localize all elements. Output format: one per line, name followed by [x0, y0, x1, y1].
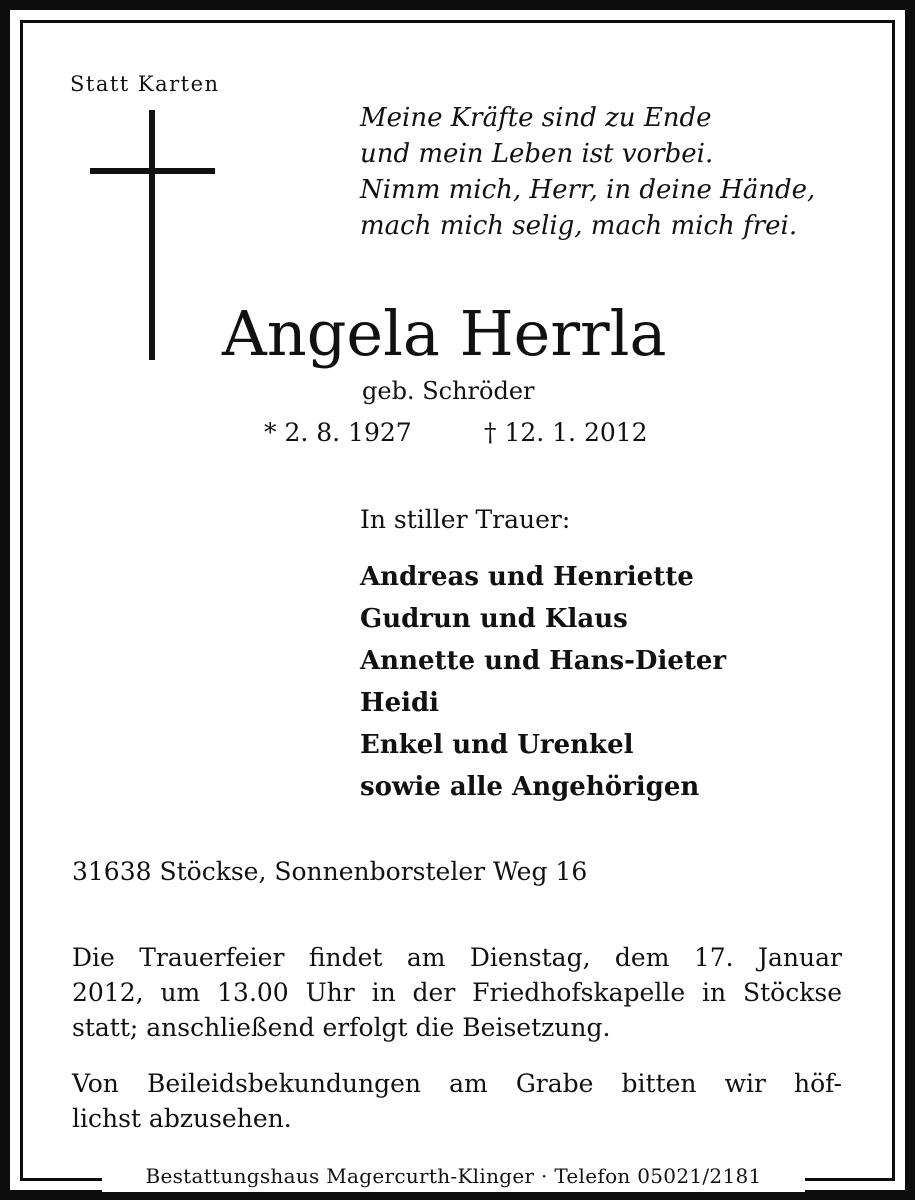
verse-line: mach mich selig, mach mich frei.	[360, 211, 798, 241]
condolence-line: Von Beileidsbekundungen am Grabe bitten wir höf-	[72, 1069, 842, 1098]
birth-date: * 2. 8. 1927	[264, 418, 412, 447]
mourner-item: Enkel und Urenkel	[360, 730, 634, 760]
funeral-line: Die Trauerfeier findet am Dienstag, dem 17. Januar	[72, 943, 842, 972]
death-date: † 12. 1. 2012	[484, 418, 648, 447]
funeral-home-footer: Bestattungshaus Magercurth-Klinger · Telefon 05021/2181	[102, 1160, 805, 1192]
header-label: Statt Karten	[70, 72, 220, 96]
mourners-list	[360, 556, 726, 808]
mourner-item: Heidi	[360, 688, 440, 718]
cross-horizontal-bar	[90, 168, 215, 174]
mourner-item: Andreas und Henriette	[360, 562, 694, 592]
verse-line: und mein Leben ist vorbei.	[360, 139, 714, 169]
funeral-line: 2012, um 13.00 Uhr in der Friedhofskapelle in Stöckse	[72, 978, 842, 1007]
condolence-line: lichst abzusehen.	[72, 1104, 292, 1133]
mourner-item: sowie alle Angehörigen	[360, 772, 700, 802]
funeral-line: statt; anschließend erfolgt die Beisetzung.	[72, 1013, 611, 1042]
deceased-name: Angela Herrla	[222, 297, 667, 370]
birth-name: geb. Schröder	[362, 377, 535, 405]
verse	[360, 100, 815, 244]
mourning-intro: In stiller Trauer:	[360, 505, 571, 534]
mourner-item: Gudrun und Klaus	[360, 604, 628, 634]
funeral-paragraph	[72, 940, 842, 1045]
address: 31638 Stöckse, Sonnenborsteler Weg 16	[72, 857, 588, 886]
cross-vertical-bar	[149, 110, 155, 360]
mourner-item: Annette und Hans-Dieter	[360, 646, 727, 676]
verse-line: Meine Kräfte sind zu Ende	[360, 103, 712, 133]
verse-line: Nimm mich, Herr, in deine Hände,	[360, 175, 816, 205]
condolence-paragraph	[72, 1066, 842, 1136]
